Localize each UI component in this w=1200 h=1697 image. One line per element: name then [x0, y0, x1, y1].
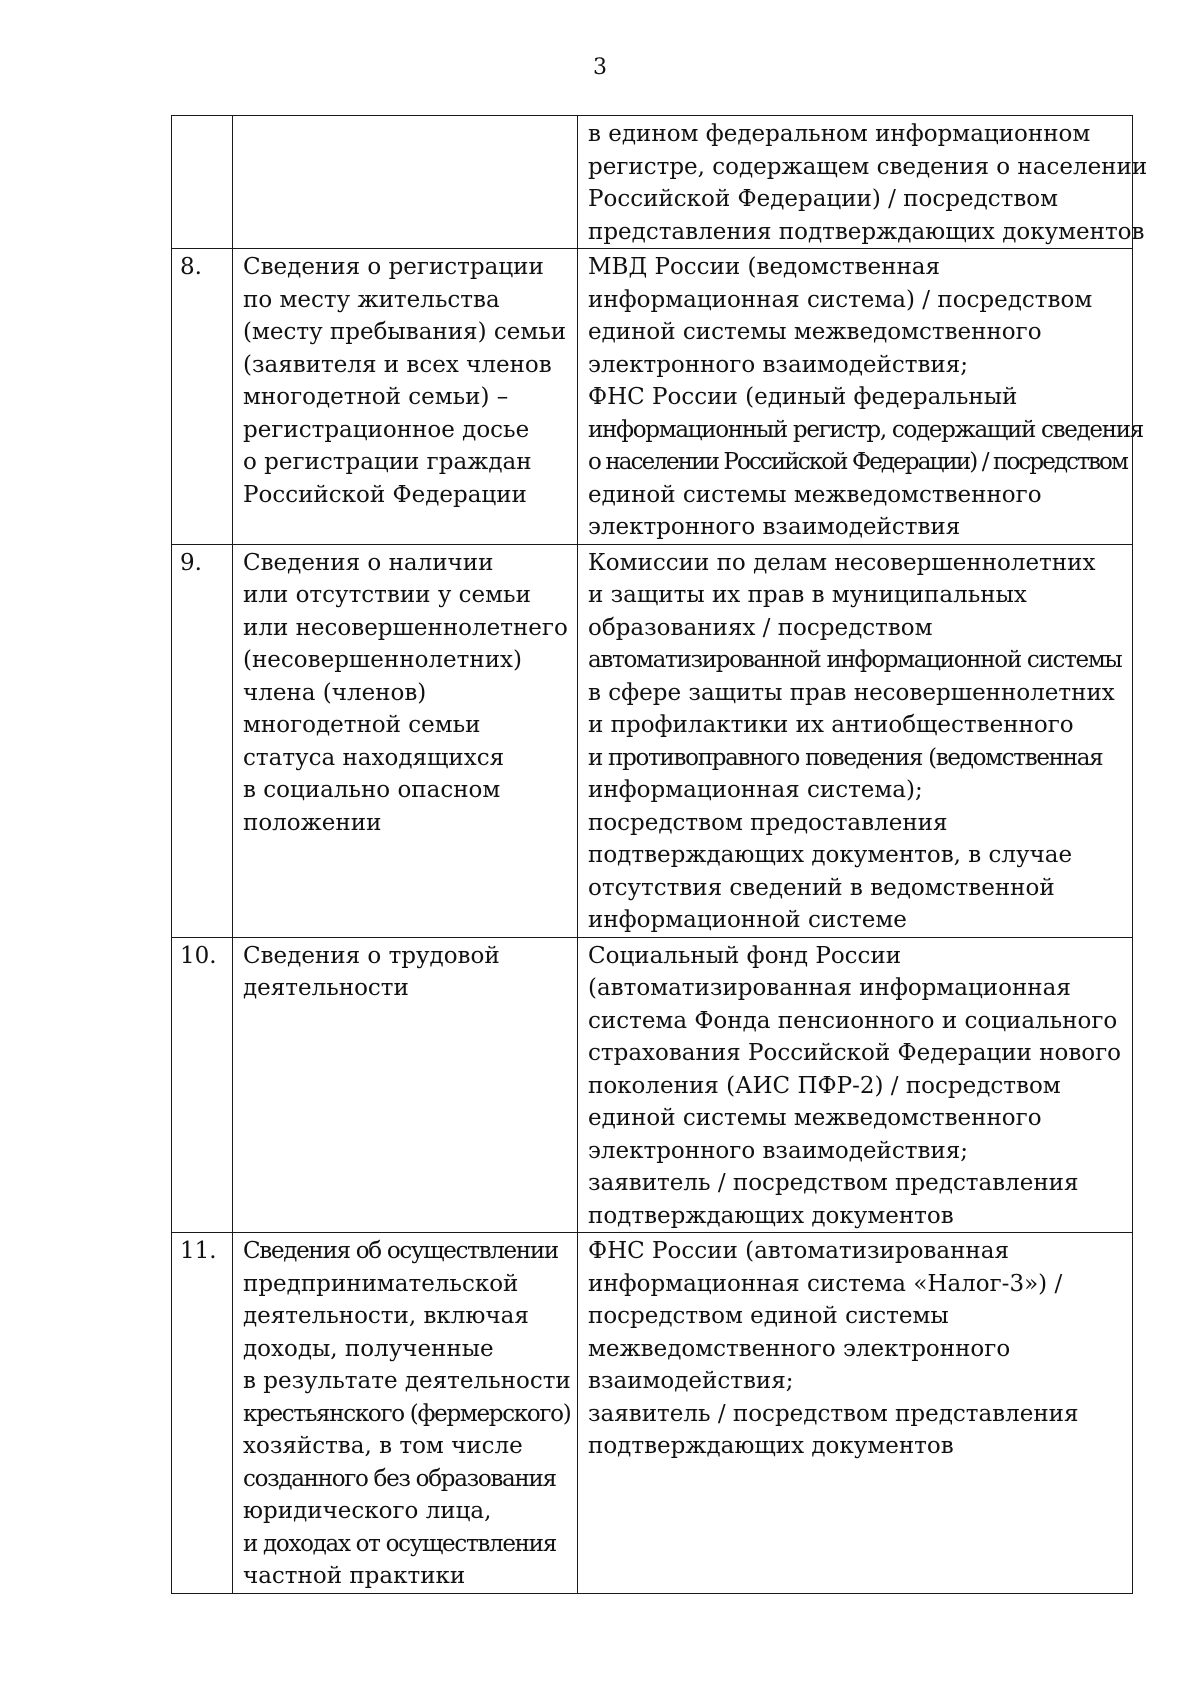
source-cell — [578, 249, 1144, 545]
source-line: отсутствия сведений в ведомственной — [588, 874, 1055, 901]
source-line: подтверждающих документов — [588, 1202, 954, 1229]
source-line: в сфере защиты прав несовершеннолетних — [588, 679, 1115, 706]
table-row — [172, 116, 1133, 249]
info-line: положении — [243, 809, 382, 836]
source-line: подтверждающих документов — [588, 1433, 954, 1459]
info-line: крестьянского (фермерского) — [243, 1400, 571, 1427]
info-line: многодетной семьи) – — [243, 384, 509, 410]
info-line: частной практики — [243, 1563, 466, 1589]
info-cell — [233, 937, 578, 1233]
info-line: регистрационное досье — [243, 416, 530, 443]
page-number: 3 — [593, 55, 607, 80]
info-line: юридического лица, — [243, 1498, 492, 1524]
row-number-cell: 10. — [172, 937, 233, 1233]
row-number-cell: 9. — [172, 544, 233, 937]
source-line: в едином федеральном информационном — [588, 121, 1091, 147]
source-line: и противоправного поведения (ведомственная — [588, 744, 1103, 771]
source-line: электронного взаимодействия — [588, 514, 961, 540]
info-line: созданного без образования — [243, 1465, 556, 1492]
source-line: электронного взаимодействия; — [588, 1137, 969, 1164]
source-line: поколения (АИС ПФР-2) / посредством — [588, 1072, 1061, 1099]
info-line: члена (членов) — [243, 679, 427, 706]
info-cell — [233, 544, 578, 937]
info-line: статуса находящихся — [243, 744, 505, 771]
info-line: в результате деятельности — [243, 1368, 571, 1394]
info-line: или несовершеннолетнего — [243, 614, 568, 641]
row-number-cell: 11. — [172, 1233, 233, 1594]
source-line: заявитель / посредством представления — [588, 1170, 1079, 1196]
source-line: информационная система) / посредством — [588, 286, 1093, 313]
info-line: (месту пребывания) семьи — [243, 319, 567, 345]
info-line: хозяйства, в том числе — [243, 1433, 523, 1459]
info-line: Сведения о наличии — [243, 549, 494, 576]
source-line: и защиты их прав в муниципальных — [588, 582, 1027, 608]
info-line: (несовершеннолетних) — [243, 647, 522, 673]
info-line: и доходах от осуществления — [243, 1530, 556, 1557]
info-line: деятельности — [243, 975, 409, 1001]
source-line: регистре, содержащем сведения о населении — [588, 153, 1148, 180]
source-line: (автоматизированная информационная — [588, 975, 1071, 1001]
info-line: в социально опасном — [243, 777, 501, 803]
table-row — [172, 544, 1133, 937]
source-line: Российской Федерации) / посредством — [588, 186, 1059, 212]
source-line: образованиях / посредством — [588, 614, 933, 641]
source-line: межведомственного электронного — [588, 1335, 1011, 1362]
info-line: Российской Федерации — [243, 481, 527, 508]
info-line: деятельности, включая — [243, 1303, 529, 1329]
source-line: Комиссии по делам несовершеннолетних — [588, 549, 1096, 576]
source-line: информационной системе — [588, 907, 907, 933]
info-cell — [233, 1233, 578, 1594]
info-line: многодетной семьи — [243, 712, 481, 738]
table-row — [172, 249, 1133, 545]
table-row — [172, 937, 1133, 1233]
source-line: единой системы межведомственного — [588, 1105, 1042, 1131]
source-line: единой системы межведомственного — [588, 481, 1042, 508]
source-line: о населении Российской Федерации) / посредством — [588, 449, 1127, 475]
source-line: представления подтверждающих документов — [588, 218, 1145, 245]
source-line: информационная система «Налог-3») / — [588, 1270, 1063, 1297]
source-line: ФНС России (автоматизированная — [588, 1238, 1009, 1264]
source-cell — [578, 1233, 1133, 1594]
source-line: система Фонда пенсионного и социального — [588, 1007, 1118, 1034]
source-line: посредством предоставления — [588, 809, 948, 836]
source-line: Социальный фонд России — [588, 942, 902, 969]
info-line: по месту жительства — [243, 286, 500, 313]
info-line: предпринимательской — [243, 1270, 519, 1297]
info-cell — [233, 116, 578, 249]
source-line: ФНС России (единый федеральный — [588, 384, 1018, 410]
info-line: о регистрации граждан — [243, 449, 532, 475]
info-line: Сведения об осуществлении — [243, 1238, 558, 1264]
source-line: автоматизированной информационной системы — [588, 647, 1122, 673]
info-line: Сведения о регистрации — [243, 254, 544, 280]
source-line: электронного взаимодействия; — [588, 351, 969, 378]
source-line: МВД России (ведомственная — [588, 254, 940, 280]
source-line: заявитель / посредством представления — [588, 1400, 1079, 1427]
documents-table — [171, 115, 1148, 1594]
source-line: страхования Российской Федерации нового — [588, 1040, 1122, 1066]
source-line: подтверждающих документов, в случае — [588, 842, 1073, 868]
row-number-cell: 8. — [172, 249, 233, 545]
info-line: (заявителя и всех членов — [243, 351, 552, 378]
row-number-cell — [172, 116, 233, 249]
info-line: или отсутствии у семьи — [243, 582, 531, 608]
source-cell — [578, 116, 1148, 249]
source-cell — [578, 937, 1133, 1233]
source-line: взаимодействия; — [588, 1368, 794, 1394]
info-line: Сведения о трудовой — [243, 942, 500, 969]
source-cell — [578, 544, 1133, 937]
info-line: доходы, полученные — [243, 1335, 494, 1362]
source-line: и профилактики их антиобщественного — [588, 712, 1074, 738]
source-line: посредством единой системы — [588, 1303, 949, 1329]
info-cell — [233, 249, 578, 545]
source-line: информационная система); — [588, 777, 923, 803]
source-line: единой системы межведомственного — [588, 319, 1042, 345]
source-line: информационный регистр, содержащий сведения — [588, 416, 1144, 443]
table-row — [172, 1233, 1133, 1594]
